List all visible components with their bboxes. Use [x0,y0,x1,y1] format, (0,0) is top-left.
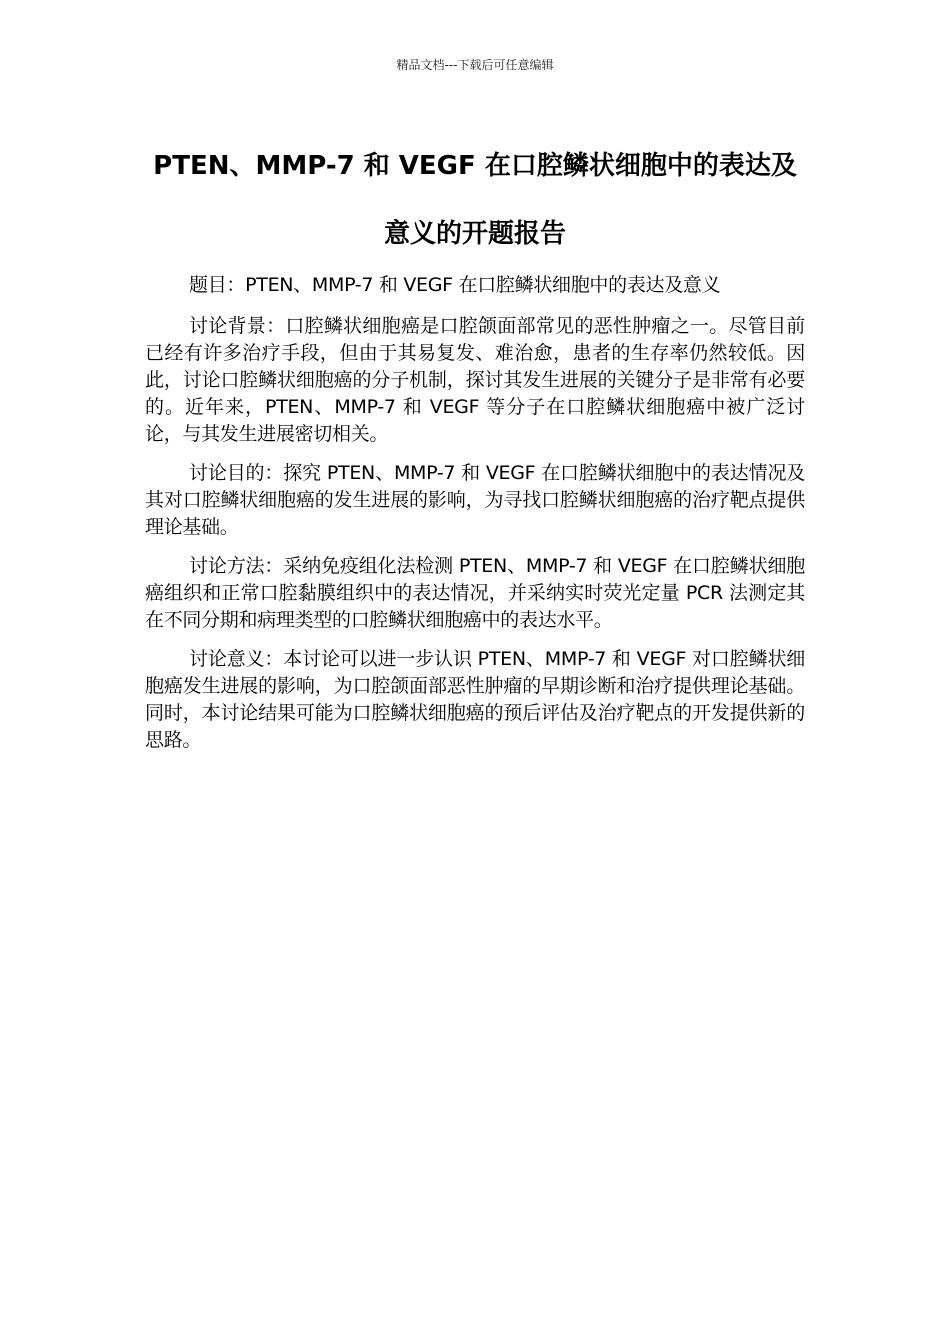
document-body [145,272,805,766]
paragraph-method: 讨论方法：采纳免疫组化法检测 PTEN、MMP-7 和 VEGF 在口腔鳞状细胞癌组织和正常口腔黏膜组织中的表达情况，并采纳实时荧光定量 PCR 法测定其在不同分期和病理类型的口腔鳞状细胞癌中的表达水平。 [145,555,805,631]
document-title: PTEN、MMP-7 和 VEGF 在口腔鳞状细胞中的表达及意义的开题报告 [153,151,797,249]
paragraph-purpose: 讨论目的：探究 PTEN、MMP-7 和 VEGF 在口腔鳞状细胞中的表达情况及其对口腔鳞状细胞癌的发生进展的影响，为寻找口腔鳞状细胞癌的治疗靶点提供理论基础。 [145,462,805,538]
paragraph-significance: 讨论意义：本讨论可以进一步认识 PTEN、MMP-7 和 VEGF 对口腔鳞状细胞癌发生进展的影响，为口腔颌面部恶性肿瘤的早期诊断和治疗提供理论基础。同时，本讨论结果可能为口腔鳞状细胞癌的预后评估及治疗靶点的开发提供新的思路。 [145,648,805,751]
paragraph-topic: 题目：PTEN、MMP-7 和 VEGF 在口腔鳞状细胞中的表达及意义 [189,274,721,296]
paragraph-background: 讨论背景：口腔鳞状细胞癌是口腔颌面部常见的恶性肿瘤之一。尽管目前已经有许多治疗手段，但由于其易复发、难治愈，患者的生存率仍然较低。因此，讨论口腔鳞状细胞癌的分子机制，探讨其发生进展的关键分子是非常有必要的。近年来，PTEN、MMP-7 和 VEGF 等分子在口腔鳞状细胞癌中被广泛讨论，与其发生进展密切相关。 [145,315,805,445]
header-note: 精品文档---下载后可任意编辑 [396,58,554,72]
